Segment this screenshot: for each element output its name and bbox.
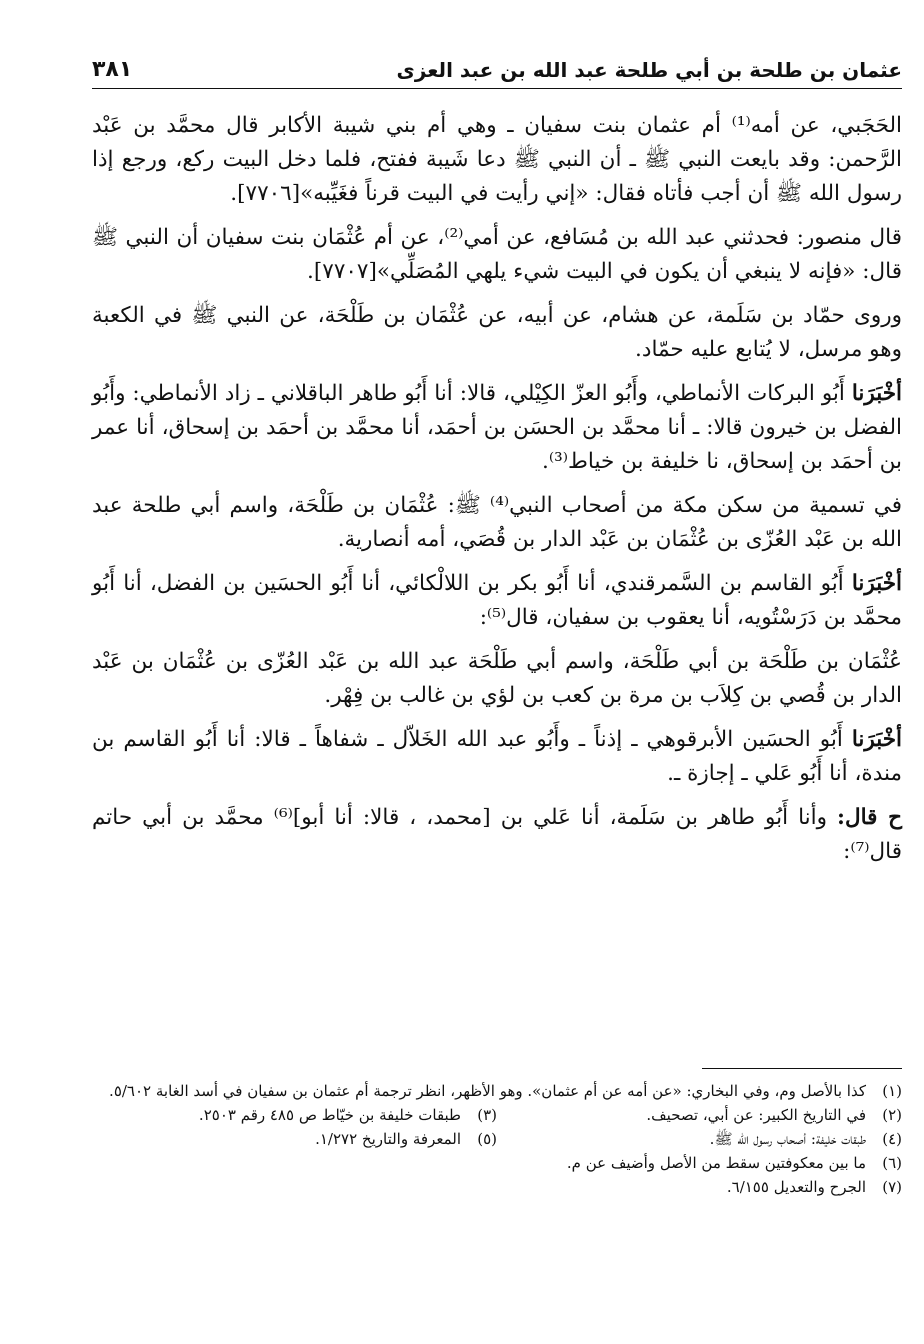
running-title: عثمان بن طلحة بن أبي طلحة عبد الله بن عبد العزى [396,58,902,82]
paragraph-text: قال منصور: فحدثني عبد الله بن مُسَافع، عن أمي⁽²⁾، عن أم عُثْمَان بنت سفيان أن النبي ﷺ قال: «فإنه لا ينبغي أن يكون في البيت شيء يلهي المُصَلِّي»[٧٧٠٧]. [92,225,902,284]
footnote-text: في التاريخ الكبير: عن أبي، تصحيف. [646,1106,866,1124]
paragraph-lead: أخْبَرَنا [851,381,902,406]
footnote [92,1079,902,1103]
paragraph-lead: أخْبَرَنا [851,727,902,752]
footnote-divider [702,1068,902,1069]
footnote-number: (٤) [882,1130,902,1148]
footnote-text: طبقات خليفة بن خيّاط ص ٤٨٥ رقم ٢٥٠٣. [198,1106,461,1124]
footnote-number: (٣) [477,1106,497,1124]
paragraph [92,109,902,211]
footnote-row [92,1103,902,1127]
footnote-text: ما بين معكوفتين سقط من الأصل وأضيف عن م. [566,1154,866,1172]
paragraph [92,299,902,367]
footnote [92,1151,902,1175]
footnote-number: (١) [882,1082,902,1100]
paragraph-lead: أخْبَرَنا [851,571,902,596]
footnote-number: (٦) [882,1154,902,1172]
paragraph-text: عُثْمَان بن طَلْحَة بن أبي طَلْحَة، واسم أبي طَلْحَة عبد الله بن عَبْد العُزّى بن عُثْمَان بن عَبْد الدار بن قُصي بن كِلاَب بن مرة بن كعب بن لؤي بن غالب بن فِهْر. [92,649,902,708]
paragraph-text: في تسمية من سكن مكة من أصحاب النبي⁽⁴⁾ ﷺ: عُثْمَان بن طَلْحَة، واسم أبي طلحة عبد الله بن عَبْد العُزّى بن عُثْمَان بن عَبْد الدار بن قُصَي، أمه أنصارية. [92,493,902,552]
footnote [92,1175,902,1199]
page [92,48,902,879]
paragraph-text: أَبُو القاسم بن السَّمرقندي، أنا أَبُو بكر بن اللالْكائي، أنا أَبُو الحسَين بن الفضل، أنا أَبُو محمَّد بن دَرَسْتُويه، أنا يعقوب بن سفيان، قال⁽⁵⁾: [92,571,902,630]
main-text [92,109,902,869]
running-header [92,48,902,89]
footnote-text: الجرح والتعديل ٦/١٥٥. [726,1178,866,1196]
footnote-row [92,1127,902,1151]
footnote-text: المعرفة والتاريخ ١/٢٧٢. [315,1130,461,1148]
paragraph [92,377,902,479]
footnote [92,1103,497,1127]
footnote-text: كذا بالأصل وم، وفي البخاري: «عن أمه عن أم عثمان». وهو الأظهر، انظر ترجمة أم عثمان بن سفيان في أسد الغابة ٥/٦٠٢. [109,1082,866,1100]
footnote-text: طبقات خليفة: أصحاب رسول الله ﷺ. [709,1130,866,1148]
paragraph-text: الحَجَبي، عن أمه⁽¹⁾ أم عثمان بنت سفيان ـ وهي أم بني شيبة الأكابر قال محمَّد بن عَبْد الرَّحمن: وقد بايعت النبي ﷺ ـ أن النبي ﷺ دعا شَيبة ففتح، فلما دخل البيت ركع، ورجع إذا رسول الله ﷺ أن أجب فأتاه فقال: «إني رأيت في البيت قرناً فغَيِّبه»[٧٧٠٦]. [92,113,902,206]
footnote [497,1103,902,1127]
paragraph [92,567,902,635]
page-number: ٣٨١ [92,57,133,82]
footnote-number: (٢) [882,1106,902,1124]
footnote [497,1127,902,1151]
paragraph [92,723,902,791]
footnote-number: (٧) [882,1178,902,1196]
paragraph-lead: ح قال: [837,805,903,830]
paragraph [92,489,902,557]
footnote [92,1127,497,1151]
footnote-number: (٥) [477,1130,497,1148]
paragraph-text: وروى حمّاد بن سَلَمة، عن هشام، عن أبيه، عن عُثْمَان بن طَلْحَة، عن النبي ﷺ في الكعبة وهو مرسل، لا يُتابع عليه حمّاد. [92,303,902,362]
paragraph [92,801,902,869]
footnotes [92,1068,902,1199]
paragraph [92,645,902,713]
paragraph [92,221,902,289]
paragraph-text: أَبُو البركات الأنماطي، وأَبُو العزّ الكِيْلي، قالا: أنا أَبُو طاهر الباقلاني ـ زاد الأنماطي: وأَبُو الفضل بن خيرون قالا: ـ أنا محمَّد بن الحسَن بن أحمَد، أنا محمَّد بن أحمَد بن إسحاق، أنا عمر بن أحمَد بن إسحاق، نا خليفة بن خياط⁽³⁾. [92,381,902,474]
paragraph-text: أَبُو الحسَين الأبرقوهي ـ إذناً ـ وأَبُو عبد الله الخَلاّل ـ شفاهاً ـ قالا: أنا أَبُو القاسم بن مندة، أنا أَبُو عَلي ـ إجازة ـ. [92,727,902,786]
paragraph-text: وأنا أَبُو طاهر بن سَلَمة، أنا عَلي بن [محمد، ، قالا: أنا أبو]⁽⁶⁾ محمَّد بن أبي حاتم قال⁽⁷⁾: [92,805,902,864]
